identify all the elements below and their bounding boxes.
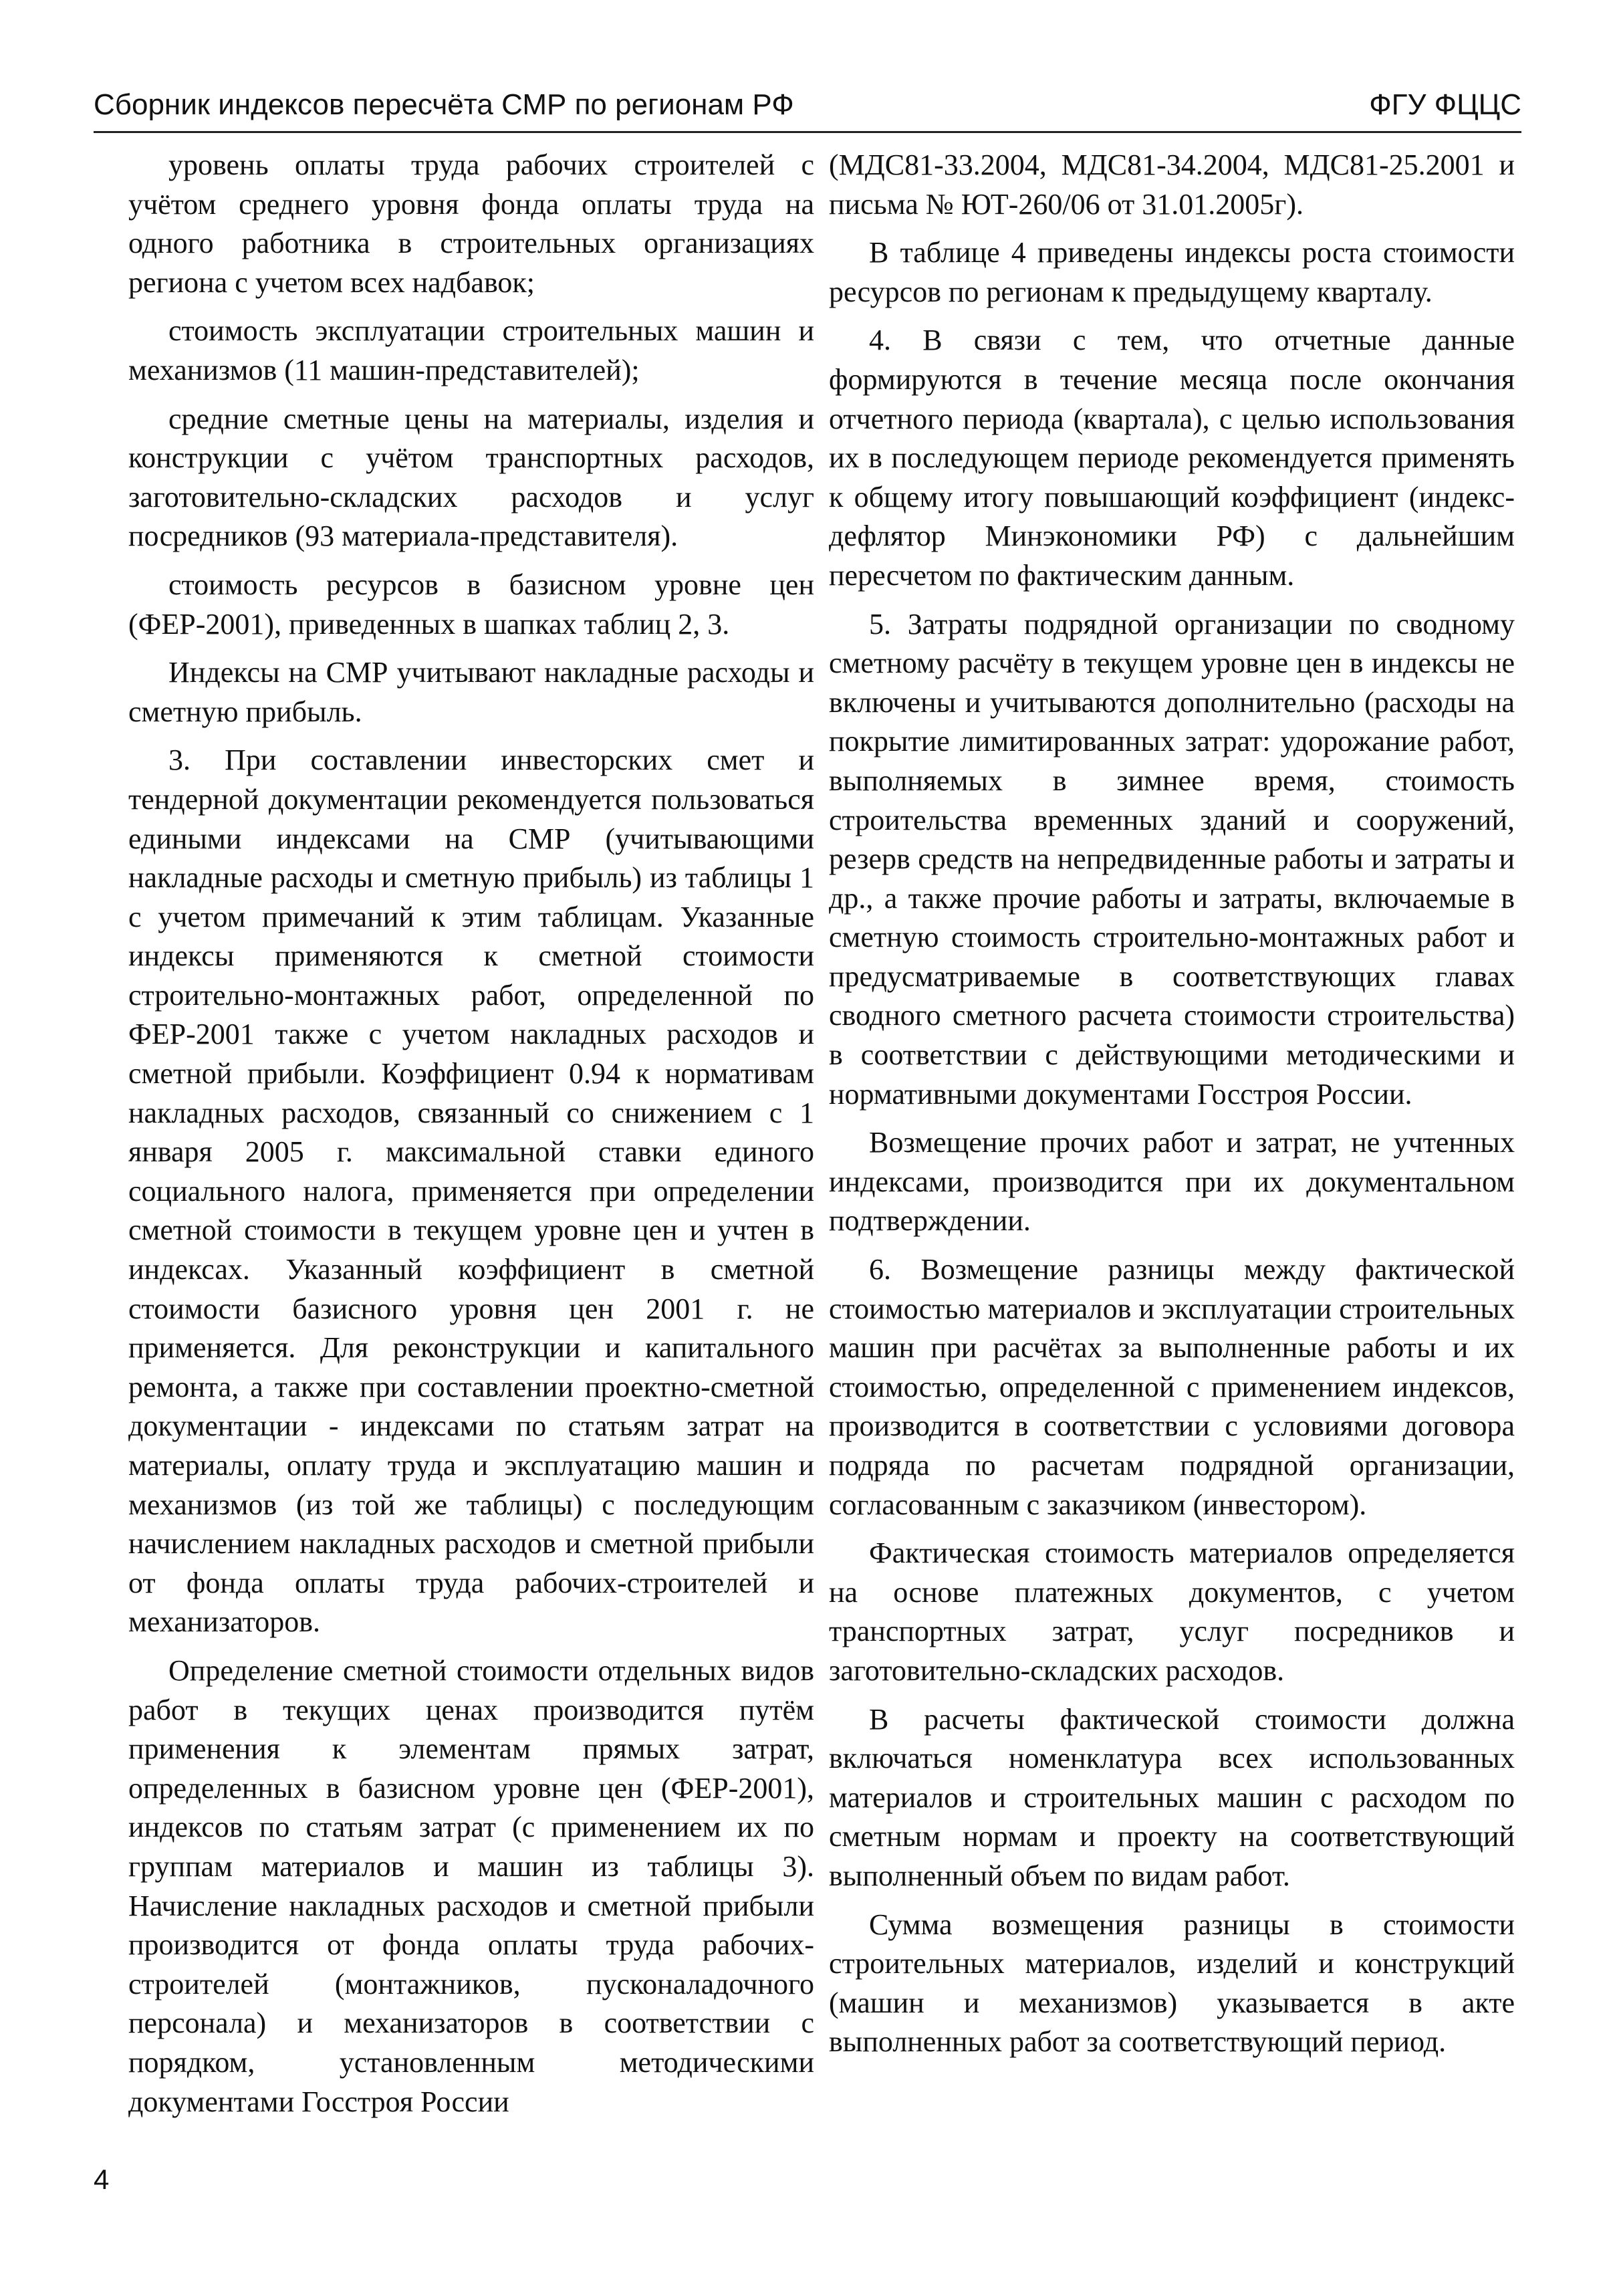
running-header [94,86,1521,133]
paragraph-indices-overhead: Индексы на СМР учитывают накладные расходы и сметную прибыль. [128,656,814,728]
right-column [829,146,1515,2071]
left-column [128,146,814,2131]
paragraph-actual-cost: Фактическая стоимость материалов определяется на основе платежных документов, с учетом транспортных затрат, услуг посредников и заготовительно-складских расходов. [829,1536,1515,1687]
paragraph-base-cost: стоимость ресурсов в базисном уровне цен (ФЕР-2001), приведенных в шапках таблиц 2, 3. [128,568,814,641]
paragraph-labor-level: уровень оплаты труда рабочих строителей с учётом среднего уровня фонда оплаты труда на одного работника в строительных организациях региона с учетом всех надбавок; [128,148,814,299]
paragraph-mds-references: (МДС81-33.2004, МДС81-34.2004, МДС81-25.2001 и письма № ЮТ-260/06 от 31.01.2005г). [829,148,1515,221]
paragraph-estimate-definition: Определение сметной стоимости отдельных видов работ в текущих ценах производится путём применения к элементам прямых затрат, определенных в базисном уровне цен (ФЕР-2001), индексов по статьям затрат (с применением их по группам материалов и машин из таблицы 3). Начисление накладных расходов и сметной прибыли производится от фонда оплаты труда рабочих-строителей (монтажников, пусконаладочного персонала) и механизаторов в соответствии с порядком, установленным методическими документами Госстроя России [128,1653,814,2118]
paragraph-table-4: В таблице 4 приведены индексы роста стоимости ресурсов по регионам к предыдущему кварталу. [829,236,1515,308]
header-organization: ФГУ ФЦЦС [1369,88,1521,121]
header-title: Сборник индексов пересчёта СМР по регионам РФ [94,88,794,121]
paragraph-other-works: Возмещение прочих работ и затрат, не учтенных индексами, производится при их документальном подтверждении. [829,1126,1515,1238]
paragraph-calculation-scope: В расчеты фактической стоимости должна включаться номенклатура всех использованных материалов и строительных машин с расходом по сметным нормам и проекту на соответствующий выполненный объем по видам работ. [829,1702,1515,1892]
paragraph-item-6: 6. Возмещение разницы между фактической стоимостью материалов и эксплуатации строительных машин при расчётах за выполненные работы и их стоимостью, определенной с применением индексов, производится в соответствии с условиями договора подряда по расчетам подрядной организации, согласованным с заказчиком (инвестором). [829,1253,1515,1521]
paragraph-material-prices: средние сметные цены на материалы, изделия и конструкции с учётом транспортных расходов, заготовительно-складских расходов и услуг посредников (93 материала-представителя). [128,402,814,553]
paragraph-item-3: 3. При составлении инвесторских смет и тендерной документации рекомендуется пользоваться едиными индексами на СМР (учитывающими накладные расходы и сметную прибыль) из таблицы 1 с учетом примечаний к этим таблицам. Указанные индексы применяются к сметной стоимости строительно-монтажных работ, определенной по ФЕР-2001 также с учетом накладных расходов и сметной прибыли. Коэффициент 0.94 к нормативам накладных расходов, связанный со снижением с 1 января 2005 г. максимальной ставки единого социального налога, применяется при определении сметной стоимости в текущем уровне цен и учтен в индексах. Указанный коэффициент в сметной стоимости базисного уровня цен 2001 г. не применяется. Для реконструкции и капитального ремонта, а также при составлении проектно-сметной документации - индексами по статьям затрат на материалы, оплату труда и эксплуатацию машин и механизмов (из той же таблицы) с последующим начислением накладных расходов и сметной прибыли от фонда оплаты труда рабочих-строителей и механизаторов. [128,743,814,1639]
paragraph-machine-cost: стоимость эксплуатации строительных машин и механизмов (11 машин-представителей); [128,314,814,386]
paragraph-item-5: 5. Затраты подрядной организации по сводному сметному расчёту в текущем уровне цен в индексы не включены и учитываются дополнительно (расходы на покрытие лимитированных затрат: удорожание работ, выполняемых в зимнее время, стоимость строительства временных зданий и сооружений, резерв средств на непредвиденные работы и затраты и др., а также прочие работы и затраты, включаемые в сметную стоимость строительно-монтажных работ и предусматриваемые в соответствующих главах сводного сметного расчета стоимости строительства) в соответствии с действующими методическими и нормативными документами Госстроя России. [829,607,1515,1111]
page-number: 4 [94,2164,110,2195]
paragraph-compensation-sum: Сумма возмещения разницы в стоимости строительных материалов, изделий и конструкций (машин и механизмов) указывается в акте выполненных работ за соответствующий период. [829,1908,1515,2059]
paragraph-item-4: 4. В связи с тем, что отчетные данные формируются в течение месяца после окончания отчетного периода (квартала), с целью использования их в последующем периоде рекомендуется применять к общему итогу повышающий коэффициент (индекс-дефлятор Минэкономики РФ) с дальнейшим пересчетом по фактическим данным. [829,324,1515,592]
